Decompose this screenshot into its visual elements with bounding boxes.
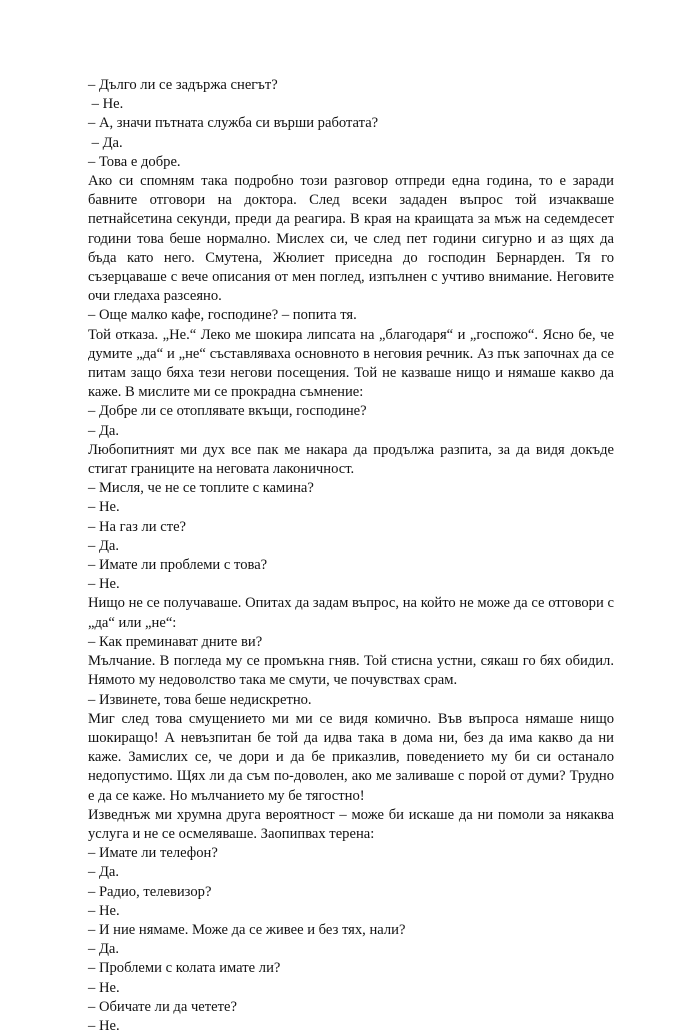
dialogue-line: – Да. bbox=[88, 134, 123, 151]
dialogue-line: – Как преминават дните ви? bbox=[88, 633, 263, 650]
narrative-paragraph: Любопитният ми дух все пак ме накара да продължа разпита, за да видя докъде стигат границите на неговата лаконичност. bbox=[88, 441, 614, 478]
narrative-paragraph: Ако си спомням така подробно този разговор отпреди една година, то е заради бавните отговори на доктора. След всеки зададен въпрос той изчакваше петнайсетина секунди, преди да реагира. В края на краищата за мъж на седемдесет години това беше нормално. Мислех си, че след пет години сигурно и аз щях да бъда като него. Смутена, Жюлиет приседна до господин Бернарден. Тя го съзерцаваше с вече описания от мен поглед, изпълнен с учтиво внимание. Неговите очи гледаха разсеяно. bbox=[88, 173, 614, 305]
dialogue-line: – Да. bbox=[88, 941, 120, 958]
body-text bbox=[88, 76, 614, 1036]
dialogue-line: – Не. bbox=[88, 499, 120, 516]
dialogue-line: – Не. bbox=[88, 1017, 120, 1034]
dialogue-line: – Това е добре. bbox=[88, 153, 181, 170]
dialogue-line: – Да. bbox=[88, 537, 120, 554]
dialogue-line: – Имате ли телефон? bbox=[88, 845, 218, 862]
narrative-paragraph: Нищо не се получаваше. Опитах да задам въпрос, на който не може да се отговори с „да“ или „не“: bbox=[88, 595, 614, 631]
dialogue-line: – Извинете, това беше недискретно. bbox=[88, 691, 312, 708]
dialogue-line: – Не. bbox=[88, 576, 120, 593]
dialogue-line: – Имате ли проблеми с това? bbox=[88, 557, 268, 574]
narrative-paragraph: Изведнъж ми хрумна друга вероятност – може би искаше да ни помоли за някаква услуга и не се осмеляваше. Заопипвах терена: bbox=[88, 806, 614, 842]
dialogue-line: – Дълго ли се задържа снегът? bbox=[88, 77, 278, 93]
dialogue-line: – И ние нямаме. Може да се живее и без тях, нали? bbox=[88, 921, 406, 938]
dialogue-line: – Не. bbox=[88, 902, 120, 919]
dialogue-line: – Не. bbox=[88, 96, 124, 113]
narrative-paragraph: Мълчание. В погледа му се промъкна гняв. Той стисна устни, сякаш го бях обидил. Нямото му недоволство така ме смути, че почувствах срам. bbox=[88, 653, 614, 689]
dialogue-line: – Да. bbox=[88, 864, 120, 881]
narrative-paragraph: Миг след това смущението ми ми се видя комично. Във въпроса нямаше нищо шокиращо! А невъзпитан бе той да идва така в дома ни, без да има какво да ни каже. Замислих се, че дори и да бе приказлив, поведението му би си останало недопустимо. Щях ли да съм по-доволен, ако ме заливаше с порой от думи? Трудно е да се каже. Но мълчанието му бе тягостно! bbox=[88, 710, 614, 804]
dialogue-line: – Радио, телевизор? bbox=[88, 883, 212, 900]
dialogue-line: – Още малко кафе, господине? – попита тя. bbox=[88, 307, 357, 324]
dialogue-line: – На газ ли сте? bbox=[88, 518, 187, 535]
dialogue-line: – Проблеми с колата имате ли? bbox=[88, 960, 281, 977]
dialogue-line: – Не. bbox=[88, 979, 120, 996]
dialogue-line: – Добре ли се отоплявате вкъщи, господине? bbox=[88, 403, 367, 420]
dialogue-line: – А, значи пътната служба си върши работата? bbox=[88, 115, 379, 132]
dialogue-line: – Да. bbox=[88, 422, 120, 439]
dialogue-line: – Обичате ли да четете? bbox=[88, 998, 237, 1015]
narrative-paragraph: Той отказа. „Не.“ Леко ме шокира липсата на „благодаря“ и „госпожо“. Ясно бе, че думите „да“ и „не“ съставляваха основното в неговия речник. Аз пък започнах да се питам защо бяха тези негови посещения. Той не казваше нищо и нямаше какво да каже. В мислите ми се прокрадна съмнение: bbox=[88, 326, 614, 401]
dialogue-line: – Мисля, че не се топлите с камина? bbox=[88, 480, 314, 497]
